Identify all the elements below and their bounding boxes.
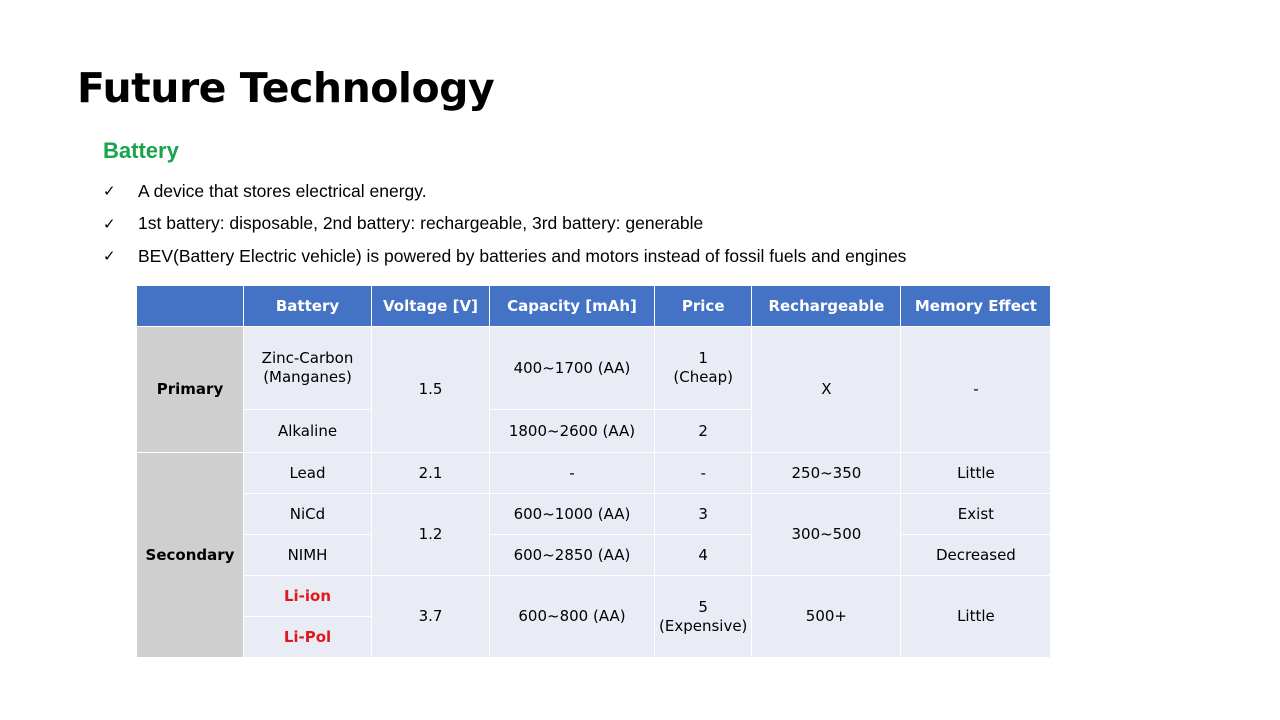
header-cell-memory-effect: Memory Effect (901, 286, 1051, 327)
battery-name-note: (Manganes) (263, 368, 352, 386)
battery-cell-highlight: Li-Pol (244, 617, 372, 658)
header-cell-rechargeable: Rechargeable (752, 286, 901, 327)
battery-cell: Lead (244, 453, 372, 494)
rechargeable-cell: 300~500 (752, 494, 901, 576)
header-cell-price: Price (655, 286, 752, 327)
voltage-cell: 2.1 (372, 453, 490, 494)
memory-effect-cell: Exist (901, 494, 1051, 535)
table-header-row (137, 286, 1051, 327)
voltage-cell: 3.7 (372, 576, 490, 658)
price-cell (655, 327, 752, 410)
price-cell (655, 576, 752, 658)
battery-cell: NiCd (244, 494, 372, 535)
capacity-cell: 600~800 (AA) (490, 576, 655, 658)
rechargeable-cell: X (752, 327, 901, 453)
bullet-list (103, 175, 906, 273)
memory-effect-cell: Little (901, 453, 1051, 494)
price-note: (Expensive) (659, 616, 748, 635)
table-row (137, 576, 1051, 617)
battery-cell: NIMH (244, 535, 372, 576)
battery-name: Zinc-Carbon (261, 349, 354, 367)
bullet-text: BEV(Battery Electric vehicle) is powered by batteries and motors instead of fossil fuels and engines (138, 245, 907, 266)
table-row (137, 453, 1051, 494)
memory-effect-cell: - (901, 327, 1051, 453)
checkmark-icon: ✓ (103, 182, 116, 201)
battery-cell-highlight: Li-ion (244, 576, 372, 617)
table-row (137, 535, 1051, 576)
bullet-item (103, 175, 906, 208)
bullet-text: 1st battery: disposable, 2nd battery: rechargeable, 3rd battery: generable (138, 213, 704, 234)
section-heading: Battery (103, 138, 179, 163)
price-cell: 2 (655, 410, 752, 453)
battery-cell: Alkaline (244, 410, 372, 453)
voltage-cell: 1.5 (372, 327, 490, 453)
price-value: 1 (698, 349, 708, 367)
price-cell: - (655, 453, 752, 494)
capacity-cell: 1800~2600 (AA) (490, 410, 655, 453)
group-label-primary: Primary (137, 327, 244, 453)
table-row (137, 327, 1051, 410)
capacity-cell: 600~2850 (AA) (490, 535, 655, 576)
capacity-cell: - (490, 453, 655, 494)
slide-title: Future Technology (77, 64, 495, 112)
checkmark-icon: ✓ (103, 247, 116, 266)
table-row (137, 494, 1051, 535)
checkmark-icon: ✓ (103, 214, 116, 233)
header-cell-voltage: Voltage [V] (372, 286, 490, 327)
memory-effect-cell: Decreased (901, 535, 1051, 576)
price-cell: 3 (655, 494, 752, 535)
battery-cell (244, 327, 372, 410)
memory-effect-cell: Little (901, 576, 1051, 658)
bullet-text: A device that stores electrical energy. (138, 180, 427, 201)
price-value: 5 (698, 597, 708, 616)
price-note: (Cheap) (673, 368, 734, 386)
capacity-cell: 600~1000 (AA) (490, 494, 655, 535)
battery-comparison-table (136, 285, 1051, 658)
capacity-cell: 400~1700 (AA) (490, 327, 655, 410)
group-label-secondary: Secondary (137, 453, 244, 658)
header-cell-capacity: Capacity [mAh] (490, 286, 655, 327)
header-cell-battery: Battery (244, 286, 372, 327)
price-cell: 4 (655, 535, 752, 576)
rechargeable-cell: 500+ (752, 576, 901, 658)
bullet-item (103, 240, 906, 273)
voltage-cell: 1.2 (372, 494, 490, 576)
rechargeable-cell: 250~350 (752, 453, 901, 494)
bullet-item (103, 208, 906, 241)
header-cell-group (137, 286, 244, 327)
